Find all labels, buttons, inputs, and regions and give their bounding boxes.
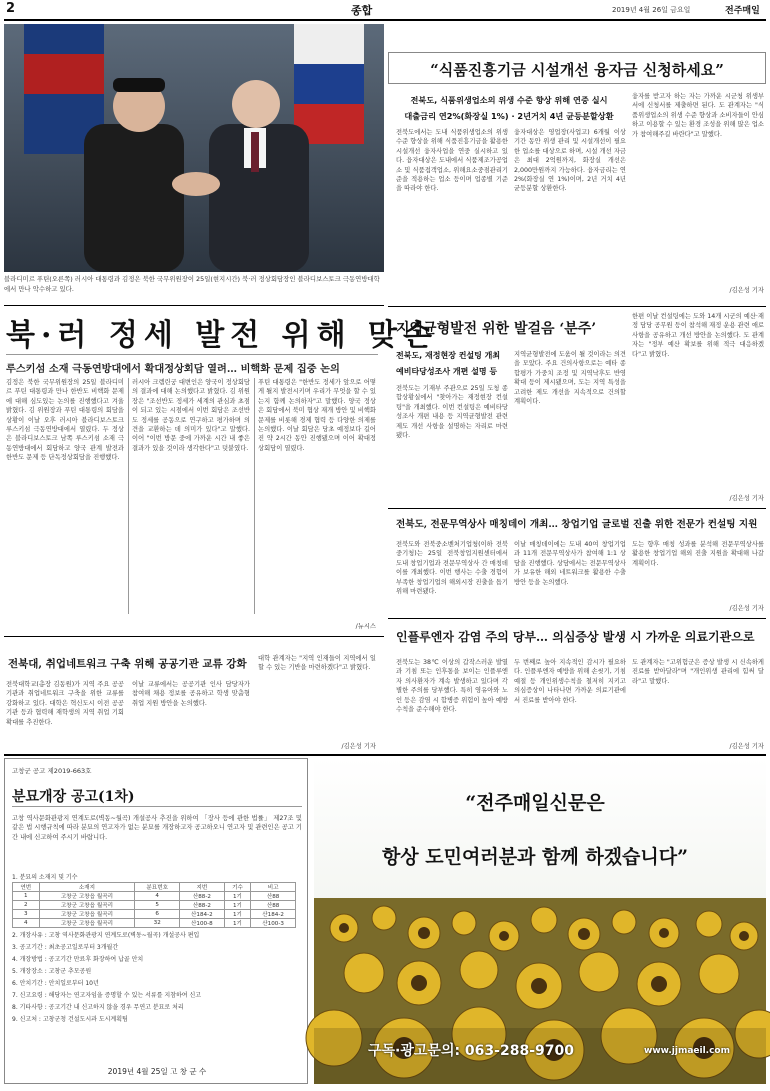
job-story-col2: 이날 교류에서는 공공기관 인사 담당자가 참여해 채용 정보를 공유하고 학생 맞춤형 취업 지원 방안을 논의했다. <box>132 681 250 707</box>
column-divider <box>254 378 255 614</box>
balance-subhead-2: 예비타당성조사 개편 설명 등 <box>396 367 498 376</box>
cell: 산88-2 <box>180 892 225 901</box>
fund-signoff: /김은성 기자 <box>729 287 764 294</box>
notice-item-list <box>12 930 302 1026</box>
cell: 32 <box>135 919 180 928</box>
page-number: 2 <box>6 1 16 16</box>
fund-subhead-1: 전북도, 식품위생업소의 위생 수준 향상 위해 연중 실시 <box>410 95 608 105</box>
notice-item: 8. 기타사항 : 공고기간 내 신고하지 않을 경우 무연고 분묘로 처리 <box>12 1004 184 1011</box>
balance-col2: 지역균형발전에 도움이 될 것이라는 의견을 모았다. 주요 건의사항으로는 예타 종합평가 가중치 조정 및 지역낙후도 반영 확대 등이 제시됐으며, 도는 지역 특성을 고려한 제도 개선을 지속적으로 건의할 계획이다. <box>514 351 626 406</box>
ad-section-rule <box>4 754 766 756</box>
flu-col3: 도 관계자는 "고위험군은 증상 발생 시 신속하게 진료를 받아달라"며 "개인위생 관리에 힘써 달라"고 말했다. <box>632 659 764 685</box>
header-rule <box>4 19 766 21</box>
balance-subhead-1: 전북도, 재정현장 컨설팅 개최 <box>396 351 501 360</box>
col-header: 비고 <box>251 883 296 892</box>
flu-story-title: 인플루엔자 감염 주의 당부… 의심증상 발생 시 가까운 의료기관으로 <box>396 630 755 644</box>
ad-slogan-line2: 항상 도민여러분과 함께 하겠습니다” <box>381 846 689 868</box>
notice-title: 분묘개장 공고(1차) <box>12 789 135 805</box>
job-story-title: 전북대, 취업네트워크 구축 위해 공공기관 교류 강화 <box>8 658 247 670</box>
divider <box>4 305 384 306</box>
fund-subhead-2: 대출금리 연2%(화장실 1%) · 2년거치 4년 균등분할상환 <box>404 111 614 121</box>
summit-photo <box>4 24 384 272</box>
ad-contact-phone: 구독·광고문의: 063-288-9700 <box>368 1043 574 1059</box>
notice-item: 6. 안치기간 : 안치일로부터 10년 <box>12 980 99 987</box>
notice-item: 5. 개장장소 : 고창군 추모공원 <box>12 968 92 975</box>
table-row <box>13 901 296 910</box>
notice-item: 2. 개장사유 : 고창 역사문화관광지 연계도로(벽동~월곡) 개설공사 편입 <box>12 932 200 939</box>
table-header-row <box>13 883 296 892</box>
fund-col3: 융자를 받고자 하는 자는 가까운 시군청 위생부서에 신청서를 제출하면 된다. 도 관계자는 "식품위생업소의 위생 수준 향상과 소비자들이 안심하고 이용할 수 있는 환경 조성을 위해 많은 업소가 참여해주길 바란다"고 말했다. <box>632 93 764 138</box>
fund-col1: 전북도에서는 도내 식품위생업소의 위생 수준 향상을 위해 식품진흥기금을 활용한 시설개선 융자사업을 연중 실시하고 있다. 융자대상은 도내에서 식품제조가공업소 및 식품접객업소, 위해요소중점관리기준을 적용하는 업소 등이며 업종별 기준을 따라야 한다. <box>396 129 508 193</box>
col-header: 연번 <box>13 883 40 892</box>
fund-quote-headline: “식품진흥기금 시설개선 융자금 신청하세요” <box>430 61 724 79</box>
balance-col1: 전북도는 기재부 주관으로 25일 도청 종합상황실에서 "찾아가는 재정현장 컨설팅"을 개최했다. 이번 컨설팅은 예비타당성조사 개편 내용 등 지역균형발전 관련 제도 개선 사항을 설명하는 자리로 마련됐다. <box>396 385 508 440</box>
main-story-col3: 푸틴 대통령은 "한반도 정세가 앞으로 어떻게 될지 발전시키며 우리가 무엇을 할 수 있는지 함께 논의하자"고 말했다. 양국 정상은 회담에서 북미 협상 재개 방안 및 비핵화 문제를 비롯해 경제 협력 등 다양한 의제를 논의했다. 이날 회담은 당초 예정보다 길어진 약 2시간 동안 진행됐으며 이어 확대정상회담이 열렸다. <box>258 379 376 452</box>
cell: 산88 <box>251 901 296 910</box>
job-story-col1: 전북대학교(총장 김동원)가 지역 주요 공공기관과 취업네트워크 구축을 위한 교류를 강화하고 있다. 대학은 혁신도시 이전 공공기관 등과 협력해 재학생의 지역 취업 기회 확대를 추진한다. <box>6 681 124 726</box>
section-name: 종합 <box>351 4 373 17</box>
trade-col1: 전북도와 전북중소벤처기업청(이하 전북중기청)는 25일 전북창업지원센터에서 도내 창업기업과 전문무역상사 간 매칭데이를 개최했다. 이번 행사는 수출 경험이 부족한 창업기업의 해외시장 진출을 돕기 위해 마련됐다. <box>396 541 508 596</box>
cell: 산184-2 <box>251 910 296 919</box>
flu-signoff: /김은성 기자 <box>729 743 764 750</box>
cell: 2 <box>13 901 40 910</box>
column-divider <box>128 378 129 614</box>
flu-col2: 두 번째로 높아 지속적인 감시가 필요하다. 인플루엔자 예방을 위해 손씻기, 기침예절 등 개인위생수칙을 철저히 지키고 의심증상이 나타나면 가까운 의료기관에서 진료를 받아야 한다. <box>514 659 626 704</box>
main-story-col1: 김정은 북한 국무위원장의 25일 블라디미르 푸틴 대통령과 만나 한반도 비핵화 문제에 대해 심도있는 논의를 진행했다고 겨울 밝혔다. 김 위원장과 푸틴 대통령의 회담을 상황이 이날 오후 러시아 블라디보스토크 루스키섬 극동연방대에서 열렸다. 두 정상은 블라디보스토크 남쪽 루스키섬 소재 극동연방대에서 회담하고 양국 관계 발전과 한반도 문제 등 단독정상회담을 진행했다. <box>6 379 124 462</box>
flu-col1: 전북도는 38℃ 이상의 갑작스러운 발열과 기침 또는 인후통을 보이는 인플루엔자 의사환자가 계속 발생하고 있다며 각별한 주의를 당부했다. 특히 영유아와 노인 등은 감염 시 합병증 위험이 높아 예방수칙을 준수해야 한다. <box>396 659 508 714</box>
trade-col2: 이날 매칭데이에는 도내 40여 창업기업과 11개 전문무역상사가 참여해 1:1 상담을 진행했다. 상담에서는 전문무역상사가 보유한 해외 네트워크를 활용한 수출 방안 등을 논의했다. <box>514 541 626 586</box>
trade-col3: 도는 향후 매칭 성과를 분석해 전문무역상사를 활용한 창업기업 해외 진출 지원을 확대해 나갈 계획이다. <box>632 541 764 567</box>
notice-body: 고창 역사문화관광지 연계도로(벽동~월곡) 개설공사 추진을 위하여 「장사 등에 관한 법률」 제27조 및 같은 법 시행규칙에 따라 분묘의 연고자가 없는 분묘를 개장하고자 공고하오니 연고자 및 관련인은 공고 기간 내에 신고하여 주시기 바랍니다. <box>12 815 302 841</box>
cell: 산100-3 <box>251 919 296 928</box>
photo-caption: 블라디미르 푸틴(오른쪽) 러시아 대통령과 김정은 북한 국무위원장이 25일(현지시간) 북·러 정상회담장인 블라디보스토크 극동연방대학에서 만나 악수하고 있다. <box>4 275 380 293</box>
main-story-col2: 러시아 크렘린궁 대변인은 양국이 정상회담의 결과에 대해 논의했다고 밝혔다. 김 위원장은 "조선반도 정세가 세계의 관심과 초점이 되고 있는 시점에서 이번 회담은 조선반도 정세를 공동으로 연구하고 평가하며 의견을 교환하는 데 의미가 있다"고 말했다. 이어 "이번 방문 중에 가까운 시간 내 좋은 결과가 있을 것이라 생각한다"고 덧붙였다. <box>132 379 250 452</box>
cell: 고창군 고창읍 월곡리 <box>39 892 135 901</box>
notice-table-title: 1. 분묘의 소재지 및 기수 <box>12 874 78 881</box>
table-row <box>13 919 296 928</box>
job-story-col3: 대학 관계자는 "지역 인재들이 지역에서 일할 수 있는 기반을 마련하겠다"고 밝혔다. <box>258 655 376 672</box>
col-header: 소재지 <box>39 883 135 892</box>
notice-item: 9. 신고처 : 고창군청 건설도시과 도시계획팀 <box>12 1016 128 1023</box>
main-headline: 북·러 정세 발전 위해 맞손 <box>6 318 439 353</box>
ad-slogan-line1: “전주매일신문은 <box>465 792 605 814</box>
notice-number: 고창군 공고 제2019-663호 <box>12 767 92 775</box>
divider <box>388 508 766 509</box>
table-row <box>13 910 296 919</box>
ad-website-url: www.jjmaeil.com <box>644 1046 730 1056</box>
notice-item: 3. 공고기간 : 최초공고일로부터 3개월간 <box>12 944 119 951</box>
balance-col3: 한편 이날 컨설팅에는 도와 14개 시군의 예산·재정 담당 공무원 등이 참석해 재정 운용 관련 애로사항을 공유하고 개선 방안을 논의했다. 도 관계자는 "정부 예산 확보를 위해 적극 대응하겠다"고 밝혔다. <box>632 313 764 358</box>
paper-name: 전주매일 <box>725 6 760 16</box>
main-story-signoff: /뉴시스 <box>355 623 376 630</box>
notice-item: 4. 개장방법 : 공고기간 만료후 화장하여 납골 안치 <box>12 956 144 963</box>
job-story-signoff: /김은성 기자 <box>341 743 376 750</box>
fund-col2: 융자대상은 영업장(사업고) 6개월 이상 기간 동안 위생 관리 및 시설개선이 필요한 업소를 대상으로 하며, 시설 개선 자금은 최대 2억원까지, 화장실 개선은 2,000만원까지 가능하다. 융자금리는 연 2%(화장실 연 1%)이며, 2년 거치 4년 균등분할 상환한다. <box>514 129 626 193</box>
table-row <box>13 892 296 901</box>
cell: 고창군 고창읍 월곡리 <box>39 910 135 919</box>
cell: 산88 <box>251 892 296 901</box>
cell: 산88-2 <box>180 901 225 910</box>
cell: 3 <box>13 910 40 919</box>
col-header: 분묘번호 <box>135 883 180 892</box>
cell: 4 <box>13 919 40 928</box>
trade-signoff: /김은성 기자 <box>729 605 764 612</box>
cell: 산184-2 <box>180 910 225 919</box>
cell: 1기 <box>224 919 251 928</box>
cell: 고창군 고창읍 월곡리 <box>39 901 135 910</box>
notice-item: 7. 신고요령 : 해당자는 연고자임을 증명할 수 있는 서류를 지참하여 신고 <box>12 992 202 999</box>
grave-table <box>12 882 296 928</box>
cell: 1기 <box>224 910 251 919</box>
col-header: 기수 <box>224 883 251 892</box>
cell: 4 <box>135 892 180 901</box>
cell: 1기 <box>224 901 251 910</box>
divider <box>4 636 384 637</box>
cell: 1 <box>13 892 40 901</box>
trade-story-title: 전북도, 전문무역상사 매칭데이 개최… 창업기업 글로벌 진출 위한 전문가 컨설팅 지원 <box>396 519 758 530</box>
cell: 5 <box>135 901 180 910</box>
cell: 산100-8 <box>180 919 225 928</box>
divider <box>12 806 302 807</box>
notice-date-signature: 2019년 4월 25일 고 창 군 수 <box>107 1067 207 1076</box>
divider <box>6 354 378 355</box>
summit-photo-illustration <box>4 24 384 272</box>
balance-story-title: 지역균형발전 위한 발걸음 ‘분주’ <box>396 321 597 337</box>
subscription-ad <box>314 758 766 1084</box>
balance-signoff: /김은성 기자 <box>729 495 764 502</box>
cell: 1기 <box>224 892 251 901</box>
main-subhead: 루스키섬 소재 극동연방대에서 확대정상회담 열려… 비핵화 문제 집중 논의 <box>6 363 340 375</box>
divider <box>388 618 766 619</box>
issue-date: 2019년 4월 26일 금요일 <box>612 6 691 14</box>
divider <box>388 306 766 307</box>
col-header: 지번 <box>180 883 225 892</box>
cell: 고창군 고창읍 월곡리 <box>39 919 135 928</box>
cell: 6 <box>135 910 180 919</box>
